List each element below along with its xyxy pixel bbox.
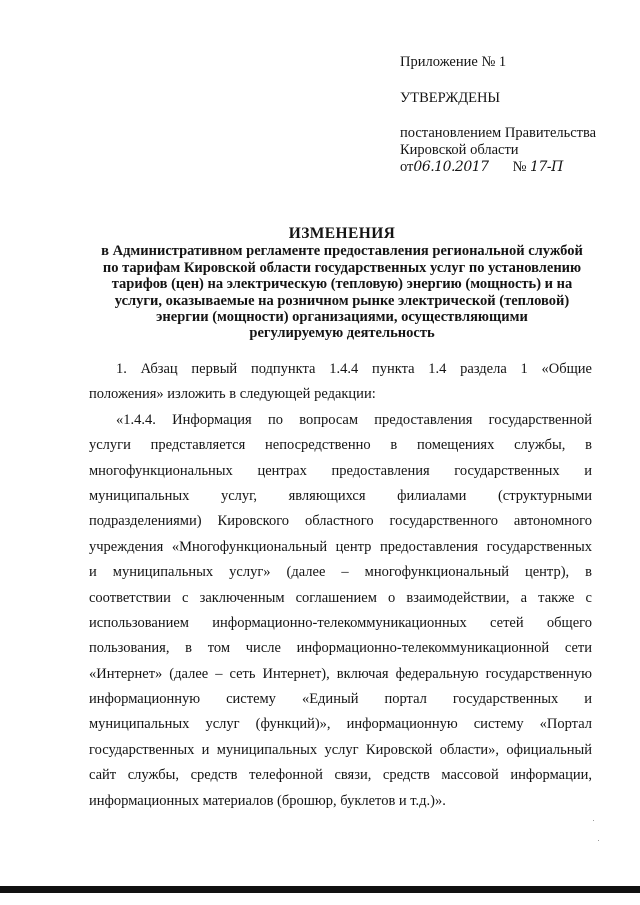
body-line: государственных и муниципальных услуг Кировской области», официальный — [89, 741, 592, 758]
handwritten-date: 06.10.2017 — [413, 159, 489, 175]
scan-speck — [598, 840, 599, 841]
scan-speck — [593, 820, 594, 821]
number-sign: № — [512, 159, 527, 175]
scan-bottom-bar — [0, 886, 640, 893]
body-line: услуги представляется непосредственно в помещениях службы, в — [89, 437, 592, 454]
body-line: «Интернет» (далее – сеть Интернет), включая федеральную государственную — [89, 665, 592, 682]
title-line: по тарифам Кировской области государственных услуг по установлению — [102, 259, 582, 276]
appendix-label: Приложение № 1 — [400, 54, 507, 70]
body-line: информационную систему «Единый портал государственных и — [89, 691, 592, 708]
title-line: регулируемую деятельность — [249, 325, 435, 342]
body-line: муниципальных услуг, являющихся филиалами (структурными — [89, 487, 592, 504]
body-line: многофункциональных центрах предоставления государственных и — [89, 462, 592, 479]
body-line: 1. Абзац первый подпункта 1.4.4 пункта 1.4 раздела 1 «Общие — [116, 361, 592, 377]
handwritten-number: 17-П — [530, 159, 563, 175]
decree-line-2: Кировской области — [400, 142, 519, 158]
title-main: ИЗМЕНЕНИЯ — [288, 225, 396, 242]
body-line: сайт службы, средств телефонной связи, средств массовой информации, — [89, 767, 592, 784]
body-line: информационных материалов (брошюр, буклетов и т.д.)». — [89, 792, 446, 809]
title-line: тарифов (цен) на электрическую (тепловую) энергию (мощность) и на — [111, 276, 573, 293]
title-line: в Административном регламенте предоставления региональной службой — [101, 243, 583, 260]
body-line: «1.4.4. Информация по вопросам предоставления государственной — [116, 411, 592, 428]
approval-block — [400, 54, 640, 176]
document-body — [89, 357, 592, 814]
body-line: пользования, в том числе информационно-телекоммуникационной сети — [89, 640, 592, 657]
document-title — [82, 226, 602, 342]
body-line: и муниципальных услуг» (далее – многофункциональный центр), в — [89, 564, 592, 581]
title-line: энергии (мощности) организациями, осуществляющими — [156, 309, 528, 326]
body-line: муниципальных услуг (функций)», информационную систему «Портал — [89, 716, 592, 733]
body-line: использованием информационно-телекоммуникационных сетей общего — [89, 614, 592, 631]
date-number-line — [400, 159, 640, 176]
title-line: услуги, оказываемые на розничном рынке электрической (тепловой) — [114, 292, 570, 309]
approved-label: УТВЕРЖДЕНЫ — [400, 90, 501, 106]
decree-line-1: постановлением Правительства — [400, 125, 597, 141]
body-line: положения» изложить в следующей редакции: — [89, 386, 376, 403]
date-prefix: от — [400, 159, 414, 175]
body-line: соответствии с заключенным соглашением о взаимодействии, а также с — [89, 589, 592, 606]
body-line: учреждения «Многофункциональный центр предоставления государственных — [89, 538, 592, 555]
body-line: подразделениями) Кировского областного государственного автономного — [89, 513, 592, 530]
